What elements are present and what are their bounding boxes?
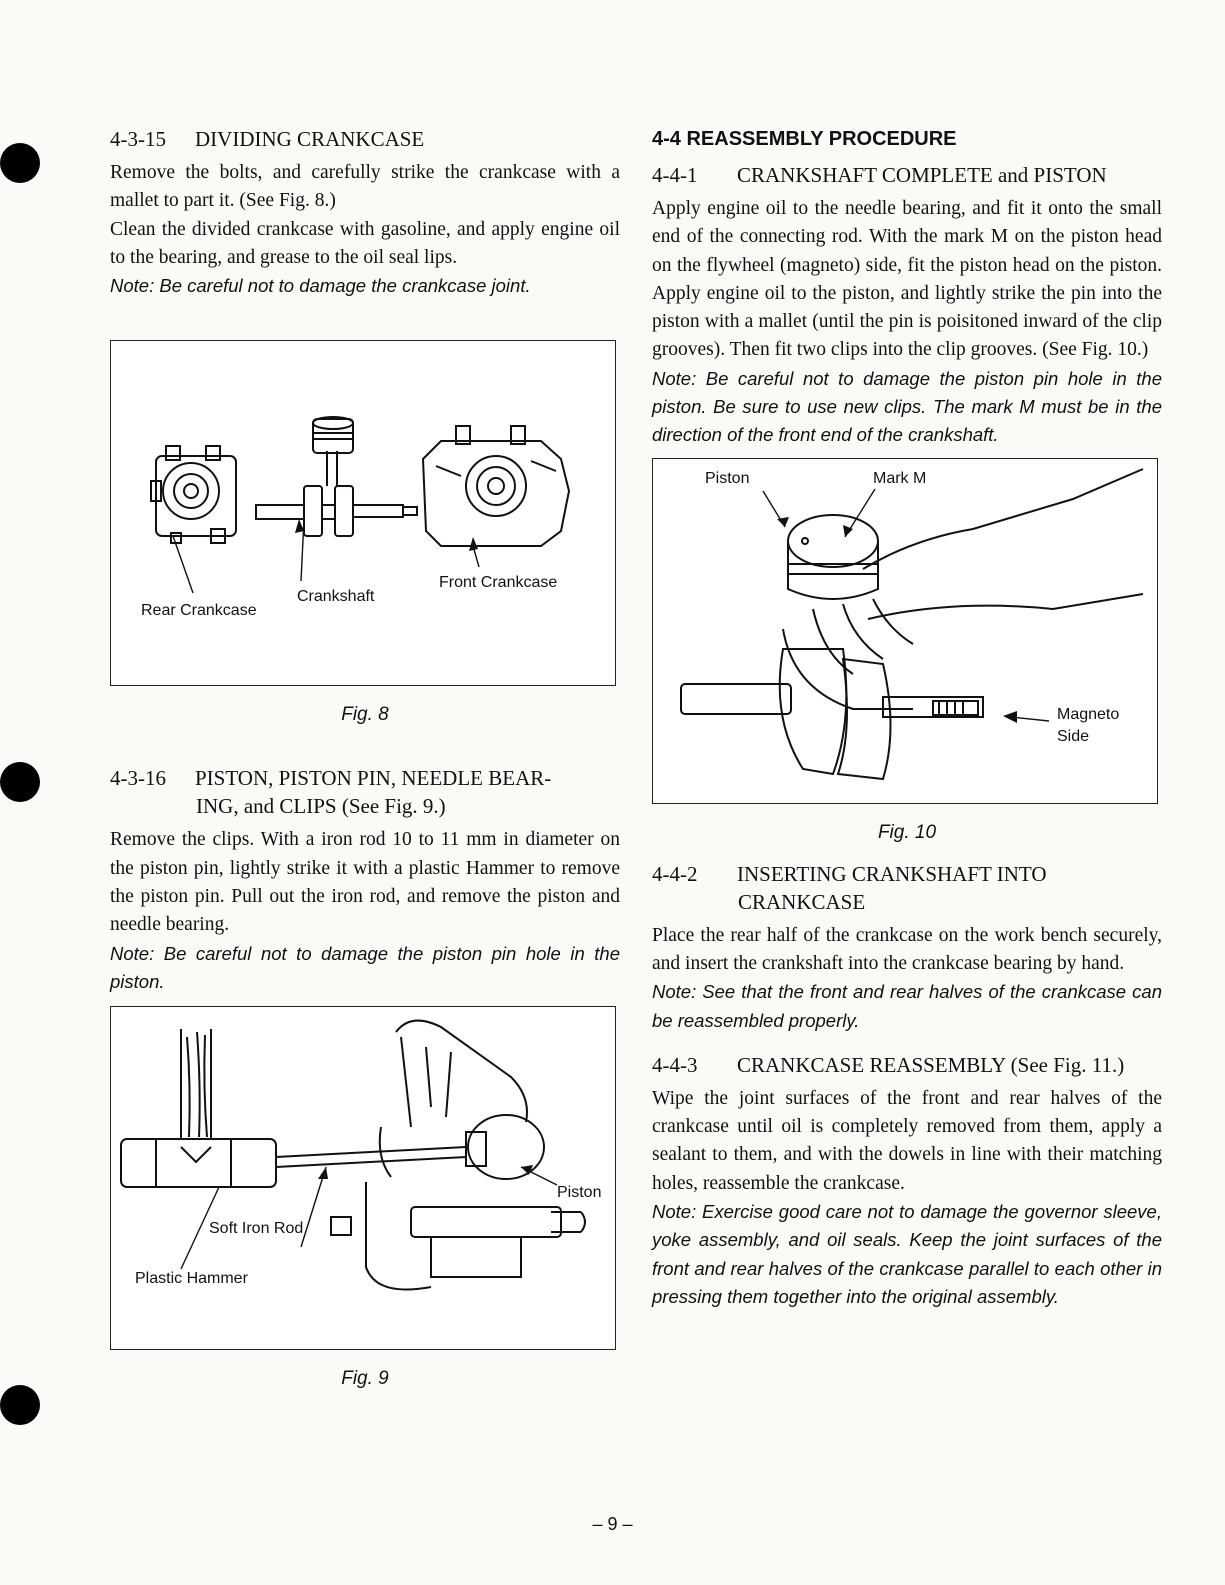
right-column (652, 125, 1162, 1311)
binder-hole-top (0, 143, 40, 183)
major-heading-4-4: 4-4 REASSEMBLY PROCEDURE (652, 128, 957, 150)
label-piston: Piston (705, 469, 750, 487)
label-side: Side (1057, 727, 1090, 745)
label-soft-iron-rod: Soft Iron Rod (209, 1220, 304, 1238)
section-body: Apply engine oil to the needle bearing, and fit it onto the small end of the connecting rod. With the mark M on the piston head on the flywheel (magneto) side, fit the piston head on the piston. Apply engine oil to the piston, and lightly strike the pin into the piston with a mallet (until the pin is poisitoned inward of the clip grooves). Then fit two clips into the clip grooves. (See Fig. 10.) (652, 198, 1162, 361)
label-magneto: Magneto (1057, 705, 1120, 723)
piston-removal-illustration (111, 1007, 615, 1349)
binder-hole-bottom (0, 1385, 40, 1425)
section-heading-4-4-2: 4-4-2 INSERTING CRANKSHAFT INTO CRANKCASE (652, 861, 1047, 914)
section-note: Note: See that the front and rear halves of the crankcase can be reassembled properly. (652, 981, 1162, 1031)
section-note: Note: Be careful not to damage the piston pin hole in the piston. Be sure to use new clips. The mark M must be in the direction of the front end of the crankshaft. (652, 367, 1162, 446)
figure-8 (110, 340, 616, 686)
label-front-crankcase: Front Crankcase (439, 574, 558, 592)
section-body: Remove the clips. With a iron rod 10 to 11 mm in diameter on the piston pin, lightly strike it with a plastic Hammer to remove the piston pin. Pull out the iron rod, and remove the piston and needle bearing. (110, 829, 620, 936)
label-plastic-hammer: Plastic Hammer (135, 1270, 248, 1288)
section-body: Clean the divided crankcase with gasoline, and apply engine oil to the bearing, and grease to the oil seal lips. (110, 218, 620, 268)
label-piston: Piston (557, 1184, 602, 1202)
figure-9 (110, 1006, 616, 1350)
left-column (110, 125, 620, 1390)
label-mark-m: Mark M (873, 469, 927, 487)
section-heading-4-3-16: 4-3-16 PISTON, PISTON PIN, NEEDLE BEAR- ING, and CLIPS (See Fig. 9.) (110, 766, 552, 819)
page-number: – 9 – (592, 1514, 633, 1534)
label-crankshaft: Crankshaft (297, 588, 375, 606)
section-heading-4-4-3: 4-4-3 CRANKCASE REASSEMBLY (See Fig. 11.) (652, 1052, 1125, 1077)
binder-hole-middle (0, 762, 40, 802)
section-heading-4-3-15: 4-3-15 DIVIDING CRANKCASE (110, 127, 425, 151)
section-note: Note: Be careful not to damage the crankcase joint. (110, 275, 531, 297)
piston-fitting-illustration (653, 459, 1157, 803)
figure-9-caption: Fig. 9 (341, 1368, 389, 1390)
figure-10-caption: Fig. 10 (877, 821, 937, 843)
crankcase-illustration (111, 341, 615, 685)
section-body: Place the rear half of the crankcase on the work bench securely, and insert the crankshaft into the crankcase bearing by hand. (652, 924, 1162, 974)
section-body: Wipe the joint surfaces of the front and rear halves of the crankcase until oil is completely removed from them, apply a sealant to them, and with the dowels in line with their matching holes, reassemble the crankcase. (652, 1087, 1162, 1194)
figure-10 (652, 458, 1158, 804)
section-note: Note: Be careful not to damage the piston pin hole in the piston. (110, 942, 620, 992)
section-body: Remove the bolts, and carefully strike the crankcase with a mallet to part it. (See Fig. 8.) (110, 162, 620, 212)
label-rear-crankcase: Rear Crankcase (141, 602, 257, 620)
section-note: Note: Exercise good care not to damage the governor sleeve, yoke assembly, and oil seals. Keep the joint surfaces of the front and rear halves of the crankcase parallel to each other in pressing them together into the original assembly. (652, 1201, 1162, 1307)
section-heading-4-4-1: 4-4-1 CRANKSHAFT COMPLETE and PISTON (652, 163, 1107, 187)
figure-8-caption: Fig. 8 (341, 704, 389, 726)
